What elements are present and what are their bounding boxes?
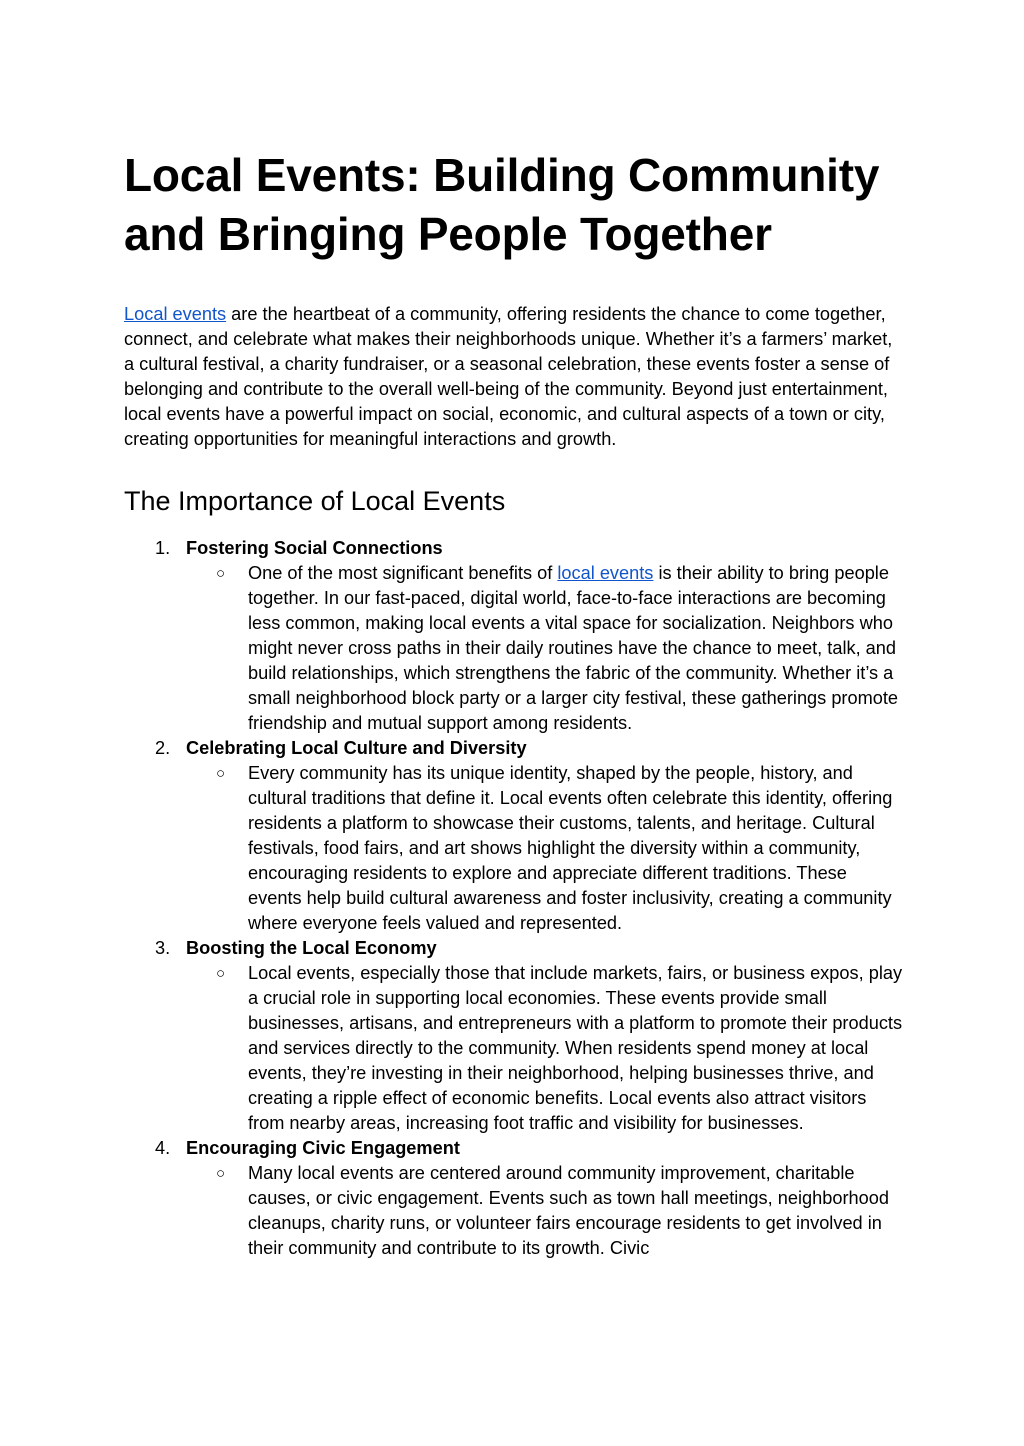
- list-item-heading: Encouraging Civic Engagement: [186, 1138, 460, 1158]
- local-events-link[interactable]: Local events: [124, 304, 227, 324]
- hollow-bullet-icon: ○: [216, 765, 226, 782]
- description-text: One of the most significant benefits of: [248, 563, 558, 583]
- intro-text: are the heartbeat of a community, offering residents the chance to come together, connect, and celebrate what makes their neighborhoods unique. Whether it’s a farmers’ market, a cultural festival, a charity fundraiser, or a seasonal celebration, these events foster a sense of belonging and contribute to the overall well-being of the community. Beyond just entertainment, local events have a powerful impact on social, economic, and cultural aspects of a town or city, creating opportunities for meaningful interactions and growth.: [124, 304, 893, 449]
- list-item-number: 1.: [155, 538, 171, 558]
- list-item-number: 4.: [155, 1138, 171, 1158]
- list-item-description: [216, 761, 903, 936]
- local-events-link-2[interactable]: local events: [557, 563, 654, 583]
- list-item-description: [216, 561, 903, 736]
- list-item: [124, 936, 904, 1136]
- list-item: [124, 536, 904, 736]
- document-page: [124, 146, 904, 1261]
- list-item-heading: Fostering Social Connections: [186, 538, 443, 558]
- list-item-heading: Celebrating Local Culture and Diversity: [186, 738, 527, 758]
- description-text: Many local events are centered around community improvement, charitable causes, or civic engagement. Events such as town hall meetings, neighborhood cleanups, charity runs, or volunteer fairs encourage residents to get involved in their community and contribute to its growth. Civic: [248, 1163, 889, 1258]
- list-item-number: 2.: [155, 738, 171, 758]
- hollow-bullet-icon: ○: [216, 965, 226, 982]
- section-heading: The Importance of Local Events: [124, 486, 506, 516]
- list-item-description: [216, 1161, 903, 1261]
- hollow-bullet-icon: ○: [216, 565, 226, 582]
- importance-list: [124, 536, 904, 1261]
- description-text: Local events, especially those that include markets, fairs, or business expos, play a crucial role in supporting local economies. These events provide small businesses, artisans, and entrepreneurs with a platform to promote their products and services directly to the community. When residents spend money at local events, they’re investing in their neighborhood, helping businesses thrive, and creating a ripple effect of economic benefits. Local events also attract visitors from nearby areas, increasing foot traffic and visibility for businesses.: [248, 963, 903, 1133]
- list-item-heading: Boosting the Local Economy: [186, 938, 437, 958]
- hollow-bullet-icon: ○: [216, 1165, 226, 1182]
- list-item: [124, 736, 904, 936]
- list-item-description: [216, 961, 903, 1136]
- intro-paragraph: [124, 302, 899, 452]
- description-text: Every community has its unique identity, shaped by the people, history, and cultural traditions that define it. Local events often celebrate this identity, offering residents a platform to showcase their customs, talents, and heritage. Cultural festivals, food fairs, and art shows highlight the diversity within a community, encouraging residents to explore and appreciate different traditions. These events help build cultural awareness and foster inclusivity, creating a community where everyone feels valued and represented.: [248, 763, 893, 933]
- list-item: [124, 1136, 904, 1261]
- description-text: is their ability to bring people together. In our fast-paced, digital world, face-to-face interactions are becoming less common, making local events a vital space for socialization. Neighbors who might never cross paths in their daily routines have the chance to meet, talk, and build relationships, which strengthens the fabric of the community. Whether it’s a small neighborhood block party or a larger city festival, these gatherings promote friendship and mutual support among residents.: [248, 563, 899, 733]
- document-title: Local Events: Building Community and Bringing People Together: [124, 149, 880, 260]
- list-item-number: 3.: [155, 938, 171, 958]
